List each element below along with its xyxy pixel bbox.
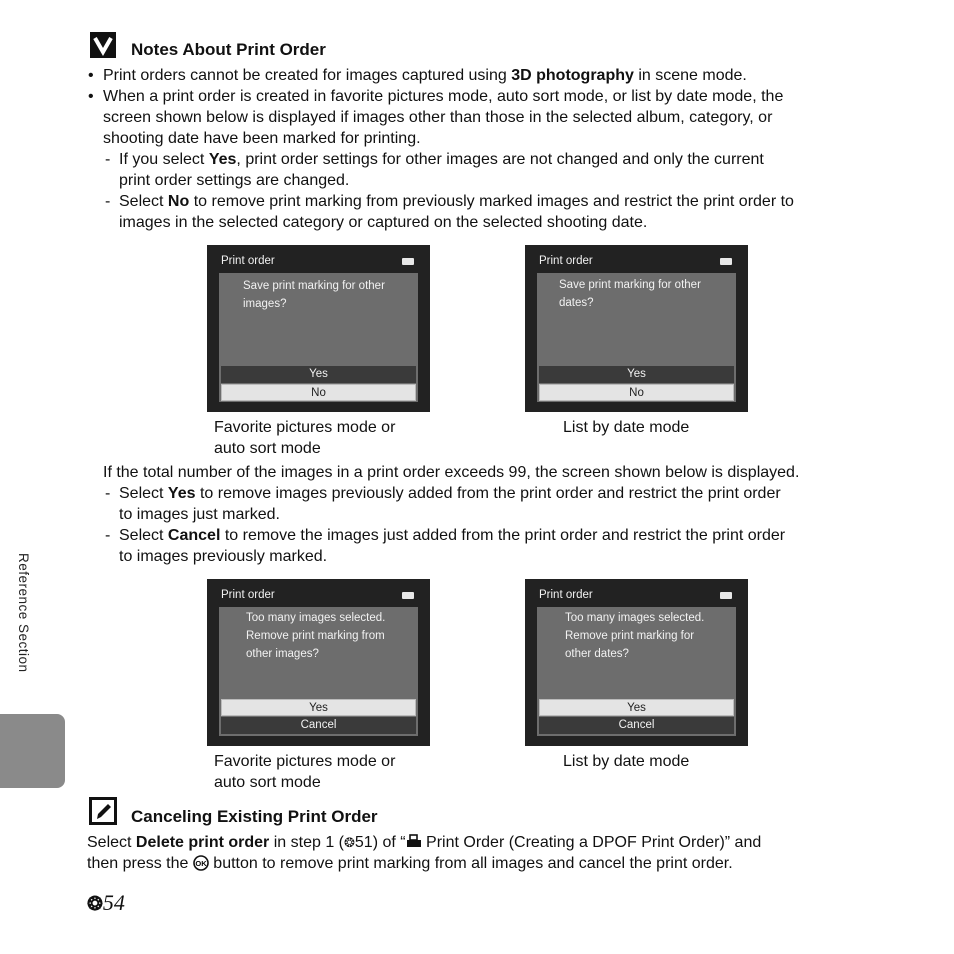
bullet-3d: • Print orders cannot be created for images captured using 3D photography in scene mode. [103,65,903,86]
option-cancel[interactable]: Cancel [539,717,734,734]
svg-text:OK: OK [195,859,207,868]
dialog-panel [537,273,736,402]
battery-icon [720,592,732,599]
option-yes[interactable]: Yes [539,366,734,383]
option-cancel[interactable]: Cancel [221,717,416,734]
e-ref-icon: ❂ [343,835,355,850]
option-no[interactable]: No [539,384,734,401]
cancel-heading: Canceling Existing Print Order [131,807,378,826]
screen-favorite-save [207,245,430,412]
notes-heading: Notes About Print Order [131,40,326,59]
dialog-message: Save print marking for other dates? [559,279,701,309]
battery-icon [402,258,414,265]
dash-yes: - If you select Yes, print order settings for other images are not changed and only the current print order settings are changed. [119,149,919,191]
caution-check-icon [89,31,119,61]
caption-date-1: List by date mode [563,419,690,436]
caption-date-2: List by date mode [563,753,690,770]
option-yes[interactable]: Yes [221,366,416,383]
section-tab [0,714,65,788]
dash-exceed-cancel: - Select Cancel to remove the images just added from the print order and restrict the print order to images previously marked. [119,525,919,567]
exceed-paragraph: If the total number of the images in a print order exceeds 99, the screen shown below is displayed. [103,464,800,481]
dialog-message: Save print marking for other images? [243,280,385,310]
dialog-panel [219,273,418,402]
battery-icon [720,258,732,265]
page-number: ❂54 [87,890,125,915]
screen-favorite-toomany [207,579,430,746]
cancel-paragraph: Select Delete print order in step 1 (❂51) of “ Print Order (Creating a DPOF Print Order)” and then press the OK button to remove print marking from all images and cancel the print order. [87,834,762,872]
caption-favorite-2: Favorite pictures mode or auto sort mode [214,753,396,791]
dialog-message: Too many images selected. Remove print marking from other images? [246,612,386,660]
screen-date-toomany [525,579,748,746]
battery-icon [402,592,414,599]
dash-no: - Select No to remove print marking from previously marked images and restrict the print order to images in the selected category or captured on the selected shooting date. [119,191,919,233]
screen-date-save [525,245,748,412]
dialog-panel [219,607,418,736]
option-yes[interactable]: Yes [221,699,416,716]
screen-title: Print order [539,255,593,267]
screen-title: Print order [221,589,275,601]
screen-title: Print order [539,589,593,601]
caption-favorite-1: Favorite pictures mode or auto sort mode [214,419,396,457]
section-side-label: Reference Section [16,553,31,673]
screen-title: Print order [221,255,275,267]
dash-exceed-yes: - Select Yes to remove images previously added from the print order and restrict the print order to images just marked. [119,483,919,525]
note-pencil-icon [89,797,119,827]
e-section-icon: ❂ [87,894,103,915]
option-yes[interactable]: Yes [539,699,734,716]
print-order-icon [406,834,422,849]
dialog-panel [537,607,736,736]
dialog-message: Too many images selected. Remove print marking for other dates? [565,612,705,660]
bullet-favorite-mode: • When a print order is created in favorite pictures mode, auto sort mode, or list by date mode, the screen shown below is displayed if images other than those in the selected album, category, or shooting date have been marked for printing. [103,86,903,149]
ok-button-icon [193,855,209,871]
option-no[interactable]: No [221,384,416,401]
